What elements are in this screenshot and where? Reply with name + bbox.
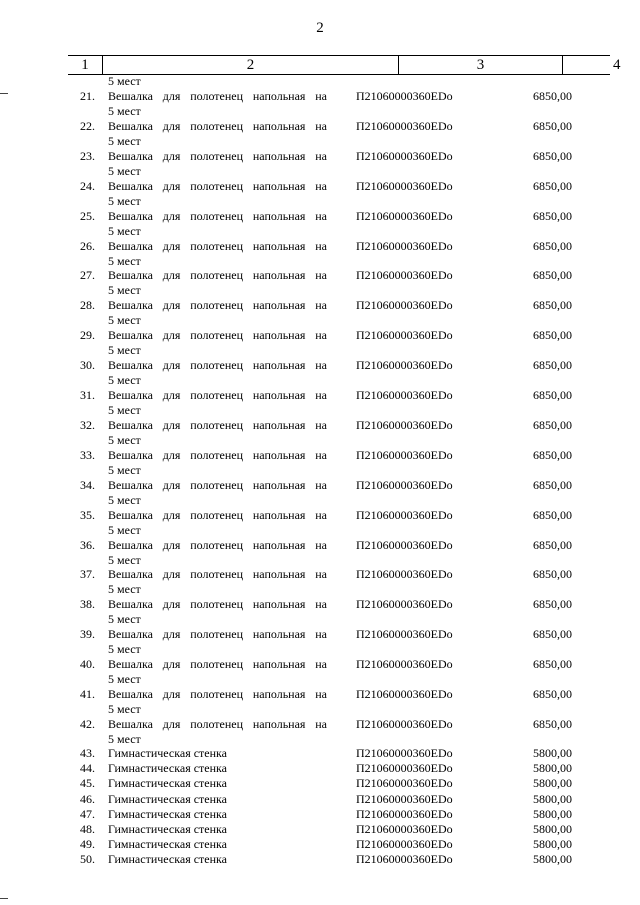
- item-price: 5800,00: [533, 806, 572, 821]
- item-price: 6850,00: [533, 148, 572, 163]
- item-code: П21060000360EDo: [356, 837, 453, 852]
- row-number: 30.: [80, 358, 95, 373]
- item-code: П21060000360EDo: [356, 806, 453, 821]
- item-price: 5800,00: [533, 791, 572, 806]
- continuation-text: 5 мест: [108, 74, 141, 88]
- item-name: Вешалка для полотенец напольная на: [108, 716, 327, 731]
- item-name: Вешалка для полотенец напольная на: [108, 417, 327, 432]
- item-price: 6850,00: [533, 597, 572, 612]
- item-price: 5800,00: [533, 746, 572, 760]
- item-name-continuation: 5 мест: [108, 731, 141, 746]
- item-code: П21060000360EDo: [356, 567, 453, 582]
- item-code: П21060000360EDo: [356, 477, 453, 492]
- item-code: П21060000360EDo: [356, 507, 453, 522]
- margin-mark: [0, 93, 8, 94]
- item-code: П21060000360EDo: [356, 447, 453, 462]
- item-name: Вешалка для полотенец напольная на: [108, 298, 327, 313]
- item-price: 6850,00: [533, 388, 572, 402]
- item-name: Вешалка для полотенец напольная на: [108, 388, 327, 402]
- item-price: 6850,00: [533, 178, 572, 193]
- item-name-continuation: 5 мест: [108, 582, 141, 597]
- item-name: Гимнастическая стенка: [108, 776, 228, 791]
- item-name-continuation: 5 мест: [108, 193, 141, 208]
- item-name-continuation: 5 мест: [108, 672, 141, 687]
- row-number: 45.: [80, 776, 95, 791]
- row-number: 32.: [80, 417, 95, 432]
- row-number: 24.: [80, 178, 95, 193]
- row-number: 46.: [80, 791, 95, 806]
- item-price: 6850,00: [533, 657, 572, 672]
- item-name: Вешалка для полотенец напольная на: [108, 447, 327, 462]
- row-number: 28.: [80, 298, 95, 313]
- row-number: 25.: [80, 208, 95, 223]
- item-price: 6850,00: [533, 716, 572, 731]
- item-code: П21060000360EDo: [356, 716, 453, 731]
- row-number: 26.: [80, 238, 95, 253]
- item-code: П21060000360EDo: [356, 358, 453, 373]
- item-name: Гимнастическая стенка: [108, 791, 228, 806]
- row-number: 29.: [80, 328, 95, 343]
- item-name: Вешалка для полотенец напольная на: [108, 477, 327, 492]
- item-price: 6850,00: [533, 118, 572, 133]
- row-number: 22.: [80, 118, 95, 133]
- row-number: 34.: [80, 477, 95, 492]
- item-name: Вешалка для полотенец напольная на: [108, 328, 327, 343]
- item-name: Гимнастическая стенка: [108, 837, 228, 852]
- item-name-continuation: 5 мест: [108, 253, 141, 268]
- item-name-continuation: 5 мест: [108, 283, 141, 298]
- item-price: 6850,00: [533, 89, 572, 103]
- item-code: П21060000360EDo: [356, 776, 453, 791]
- item-name-continuation: 5 мест: [108, 373, 141, 388]
- item-price: 6850,00: [533, 238, 572, 253]
- margin-mark: [0, 898, 8, 899]
- item-price: 6850,00: [533, 358, 572, 373]
- item-code: П21060000360EDo: [356, 761, 453, 776]
- item-price: 6850,00: [533, 328, 572, 343]
- row-number: 49.: [80, 837, 95, 852]
- item-code: П21060000360EDo: [356, 627, 453, 642]
- item-name-continuation: 5 мест: [108, 702, 141, 716]
- item-name: Гимнастическая стенка: [108, 822, 228, 836]
- item-name: Гимнастическая стенка: [108, 806, 228, 821]
- item-name-continuation: 5 мест: [108, 642, 141, 657]
- item-code: П21060000360EDo: [356, 417, 453, 432]
- item-price: 6850,00: [533, 537, 572, 552]
- item-name: Вешалка для полотенец напольная на: [108, 238, 327, 253]
- item-name: Вешалка для полотенец напольная на: [108, 567, 327, 582]
- item-price: 6850,00: [533, 417, 572, 432]
- row-number: 31.: [80, 388, 95, 402]
- item-code: П21060000360EDo: [356, 791, 453, 806]
- item-name: Вешалка для полотенец напольная на: [108, 358, 327, 373]
- item-name: Вешалка для полотенец напольная на: [108, 89, 327, 103]
- item-code: П21060000360EDo: [356, 298, 453, 313]
- item-price: 5800,00: [533, 761, 572, 776]
- item-price: 6850,00: [533, 298, 572, 313]
- page-number: 2: [316, 20, 324, 36]
- item-name: Гимнастическая стенка: [108, 761, 228, 776]
- item-name: Вешалка для полотенец напольная на: [108, 208, 327, 223]
- item-name-continuation: 5 мест: [108, 163, 141, 178]
- item-code: П21060000360EDo: [356, 178, 453, 193]
- item-name-continuation: 5 мест: [108, 313, 141, 328]
- item-name: Вешалка для полотенец напольная на: [108, 537, 327, 552]
- row-number: 37.: [80, 567, 95, 582]
- item-name-continuation: 5 мест: [108, 403, 141, 417]
- item-code: П21060000360EDo: [356, 687, 453, 701]
- row-number: 43.: [80, 746, 95, 760]
- item-name: Вешалка для полотенец напольная на: [108, 268, 327, 283]
- item-name: Вешалка для полотенец напольная на: [108, 627, 327, 642]
- item-price: 6850,00: [533, 477, 572, 492]
- item-price: 6850,00: [533, 208, 572, 223]
- item-code: П21060000360EDo: [356, 537, 453, 552]
- item-name-continuation: 5 мест: [108, 612, 141, 627]
- row-number: 38.: [80, 597, 95, 612]
- item-name-continuation: 5 мест: [108, 522, 141, 537]
- item-price: 6850,00: [533, 627, 572, 642]
- row-number: 41.: [80, 687, 95, 701]
- item-code: П21060000360EDo: [356, 238, 453, 253]
- item-price: 6850,00: [533, 447, 572, 462]
- item-name: Гимнастическая стенка: [108, 746, 228, 760]
- item-code: П21060000360EDo: [356, 657, 453, 672]
- row-number: 42.: [80, 716, 95, 731]
- item-name-continuation: 5 мест: [108, 552, 141, 567]
- item-name: Вешалка для полотенец напольная на: [108, 118, 327, 133]
- header-col-2: 2: [103, 56, 399, 74]
- header-col-3: 3: [399, 56, 563, 74]
- item-code: П21060000360EDo: [356, 597, 453, 612]
- item-price: 6850,00: [533, 268, 572, 283]
- row-number: 44.: [80, 761, 95, 776]
- item-name: Вешалка для полотенец напольная на: [108, 507, 327, 522]
- item-price: 6850,00: [533, 567, 572, 582]
- item-code: П21060000360EDo: [356, 822, 453, 836]
- row-number: 35.: [80, 507, 95, 522]
- item-code: П21060000360EDo: [356, 208, 453, 223]
- row-number: 40.: [80, 657, 95, 672]
- item-code: П21060000360EDo: [356, 118, 453, 133]
- item-name-continuation: 5 мест: [108, 492, 141, 507]
- item-name-continuation: 5 мест: [108, 104, 141, 118]
- header-col-1: 1: [68, 56, 103, 74]
- row-number: 48.: [80, 822, 95, 836]
- item-name: Вешалка для полотенец напольная на: [108, 148, 327, 163]
- row-number: 27.: [80, 268, 95, 283]
- item-code: П21060000360EDo: [356, 89, 453, 103]
- row-number: 21.: [80, 89, 95, 103]
- header-col-4-label: 4: [613, 57, 621, 73]
- item-name-continuation: 5 мест: [108, 133, 141, 148]
- item-name-continuation: 5 мест: [108, 223, 141, 238]
- item-code: П21060000360EDo: [356, 852, 453, 867]
- row-number: 33.: [80, 447, 95, 462]
- item-price: 5800,00: [533, 822, 572, 836]
- item-price: 6850,00: [533, 687, 572, 701]
- item-code: П21060000360EDo: [356, 746, 453, 760]
- row-number: 39.: [80, 627, 95, 642]
- row-number: 36.: [80, 537, 95, 552]
- item-code: П21060000360EDo: [356, 388, 453, 402]
- item-price: 5800,00: [533, 776, 572, 791]
- item-name: Вешалка для полотенец напольная на: [108, 178, 327, 193]
- item-code: П21060000360EDo: [356, 328, 453, 343]
- item-name: Гимнастическая стенка: [108, 852, 228, 867]
- item-price: 5800,00: [533, 837, 572, 852]
- item-code: П21060000360EDo: [356, 148, 453, 163]
- item-code: П21060000360EDo: [356, 268, 453, 283]
- item-name-continuation: 5 мест: [108, 343, 141, 358]
- item-price: 5800,00: [533, 852, 572, 867]
- row-number: 47.: [80, 806, 95, 821]
- item-name-continuation: 5 мест: [108, 462, 141, 477]
- item-name: Вешалка для полотенец напольная на: [108, 657, 327, 672]
- item-name: Вешалка для полотенец напольная на: [108, 687, 327, 701]
- item-name: Вешалка для полотенец напольная на: [108, 597, 327, 612]
- item-price: 6850,00: [533, 507, 572, 522]
- item-name-continuation: 5 мест: [108, 432, 141, 447]
- row-number: 23.: [80, 148, 95, 163]
- row-number: 50.: [80, 852, 95, 867]
